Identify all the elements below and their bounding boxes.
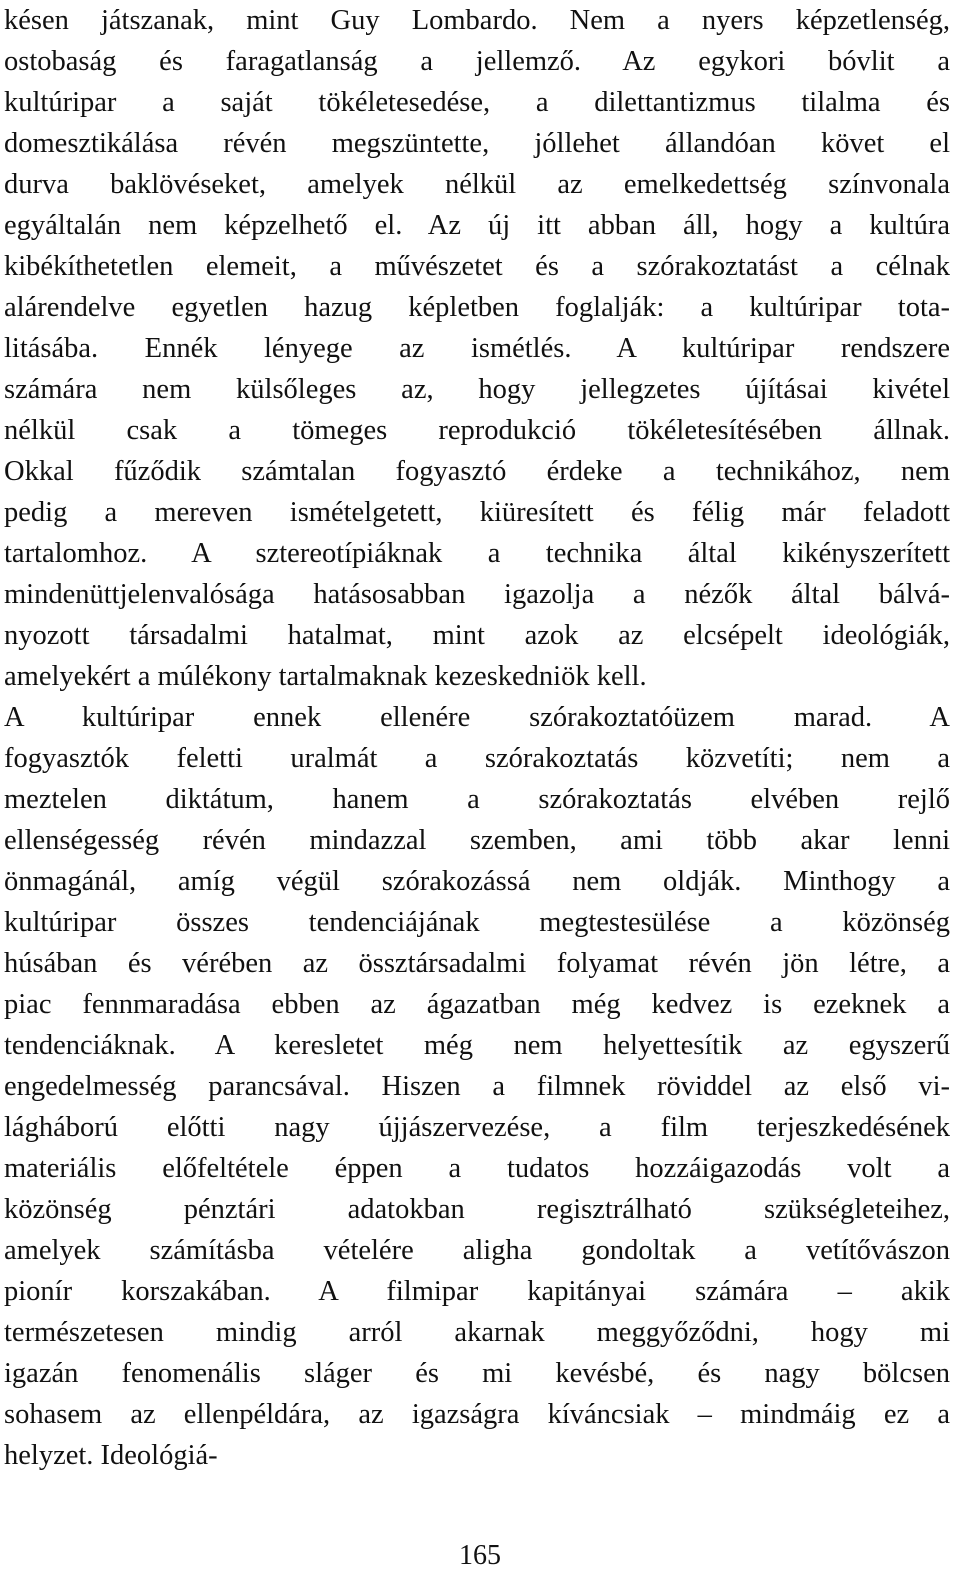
text-line: nélkül csak a tömeges reprodukció tökéletesítésében állnak. <box>4 415 950 446</box>
text-line: litásába. Ennék lényege az ismétlés. A kultúripar rendszere <box>4 333 950 364</box>
text-line: természetesen mindig arról akarnak meggyőződni, hogy mi <box>4 1317 950 1348</box>
text-line: pedig a mereven ismételgetett, kiüresített és félig már feladott <box>4 497 950 528</box>
text-line: sohasem az ellenpéldára, az igazságra kíváncsiak – mindmáig ez a <box>4 1399 950 1430</box>
text-line: egyáltalán nem képzelhető el. Az új itt abban áll, hogy a kultúra <box>4 210 950 241</box>
text-line: igazán fenomenális sláger és mi kevésbé, és nagy bölcsen <box>4 1358 950 1389</box>
text-line: amelyek számításba vételére aligha gondoltak a vetítővászon <box>4 1235 950 1266</box>
text-line: önmagánál, amíg végül szórakozássá nem oldják. Minthogy a <box>4 866 950 897</box>
text-line: mindenüttjelenvalósága hatásosabban igazolja a nézők által bálvá- <box>4 579 950 610</box>
text-line: materiális előfeltétele éppen a tudatos hozzáigazodás volt a <box>4 1153 950 1184</box>
text-line: meztelen diktátum, hanem a szórakoztatás elvében rejlő <box>4 784 950 815</box>
text-line: fogyasztók feletti uralmát a szórakoztatás közvetíti; nem a <box>4 743 950 774</box>
page-number: 165 <box>459 1540 501 1571</box>
text-line: közönség pénztári adatokban regisztrálható szükségleteihez, <box>4 1194 950 1225</box>
text-line: helyzet. Ideológiá- <box>4 1440 218 1471</box>
page-body <box>4 0 950 1476</box>
text-line: A kultúripar ennek ellenére szórakoztatóüzem marad. A <box>4 702 950 733</box>
text-line: ostobaság és faragatlanság a jellemző. Az egykori bóvlit a <box>4 46 950 77</box>
text-line: pionír korszakában. A filmipar kapitányai számára – akik <box>4 1276 950 1307</box>
text-line: Okkal fűződik számtalan fogyasztó érdeke a technikához, nem <box>4 456 950 487</box>
text-line: amelyekért a múlékony tartalmaknak kezeskedniök kell. <box>4 661 647 692</box>
text-line: alárendelve egyetlen hazug képletben foglalják: a kultúripar tota- <box>4 292 950 323</box>
text-line: számára nem külsőleges az, hogy jellegzetes újításai kivétel <box>4 374 950 405</box>
text-line: piac fennmaradása ebben az ágazatban még kedvez is ezeknek a <box>4 989 950 1020</box>
text-line: domesztikálása révén megszüntette, jóllehet állandóan követ el <box>4 128 950 159</box>
text-line: engedelmesség parancsával. Hiszen a filmnek röviddel az első vi- <box>4 1071 950 1102</box>
text-line: kultúripar összes tendenciájának megtestesülése a közönség <box>4 907 950 938</box>
text-line: tartalomhoz. A sztereotípiáknak a technika által kikényszerített <box>4 538 950 569</box>
text-line: ellenségesség révén mindazzal szemben, ami több akar lenni <box>4 825 950 856</box>
text-line: lágháború előtti nagy újjászervezése, a film terjeszkedésének <box>4 1112 950 1143</box>
text-line: húsában és vérében az össztársadalmi folyamat révén jön létre, a <box>4 948 950 979</box>
text-line: késen játszanak, mint Guy Lombardo. Nem a nyers képzetlenség, <box>4 5 950 36</box>
text-line: tendenciáknak. A keresletet még nem helyettesítik az egyszerű <box>4 1030 950 1061</box>
text-line: kibékíthetetlen elemeit, a művészetet és a szórakoztatást a célnak <box>4 251 950 282</box>
text-line: nyozott társadalmi hatalmat, mint azok az elcsépelt ideológiák, <box>4 620 950 651</box>
text-line: durva baklövéseket, amelyek nélkül az emelkedettség színvonala <box>4 169 950 200</box>
text-line: kultúripar a saját tökéletesedése, a dilettantizmus tilalma és <box>4 87 950 118</box>
